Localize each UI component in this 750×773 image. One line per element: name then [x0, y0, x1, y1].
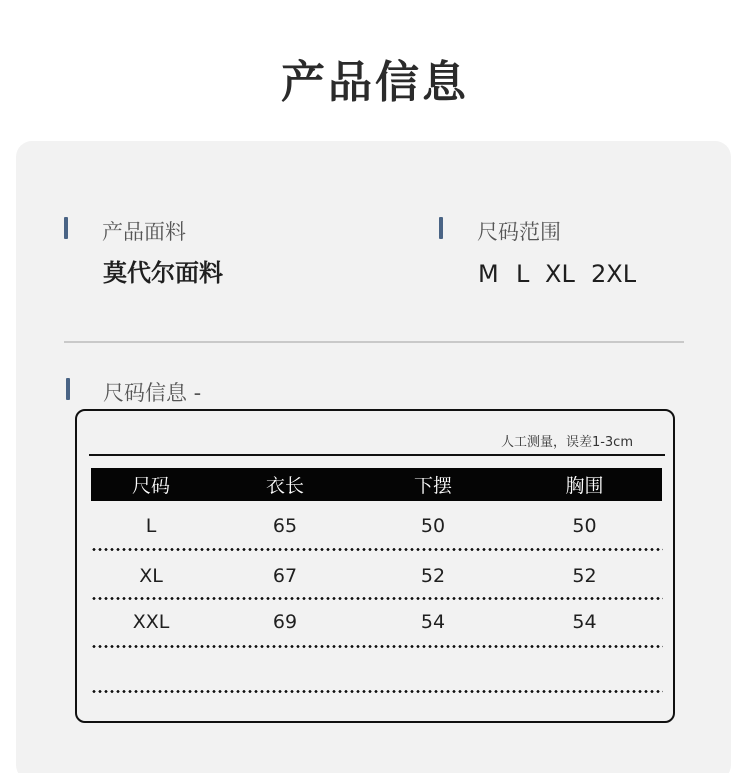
fabric-value: 莫代尔面料 [103, 259, 223, 287]
size-range-accent-bar [439, 217, 443, 239]
header-cell: 下摆 [413, 475, 452, 497]
fabric-accent-bar [64, 217, 68, 239]
table-header [91, 468, 662, 501]
size-info-label: 尺码信息 - [103, 381, 202, 405]
size-range-list [478, 260, 636, 288]
row-divider [91, 690, 663, 693]
table-cell: 50 [572, 515, 597, 537]
table-cell: 69 [272, 611, 298, 633]
size-option: L [516, 260, 530, 288]
header-cell: 衣长 [265, 475, 304, 497]
size-option: M [478, 260, 499, 288]
table-cell: 52 [572, 565, 597, 587]
table-cell: L [145, 515, 157, 537]
table-cell: 50 [420, 515, 446, 537]
note-underline [89, 454, 665, 456]
table-row [91, 561, 662, 591]
table-cell: 52 [420, 565, 446, 587]
page-title: 产品信息 [281, 57, 469, 108]
size-range-label: 尺码范围 [477, 220, 561, 244]
row-divider [91, 597, 663, 600]
table-row [91, 607, 662, 637]
header-cell: 胸围 [565, 475, 604, 497]
table-cell: 67 [272, 565, 298, 587]
row-divider [91, 645, 663, 648]
section-divider [64, 341, 684, 343]
size-option: XL [545, 260, 575, 288]
measurement-note: 人工测量，误差1-3cm [500, 435, 633, 450]
fabric-label: 产品面料 [102, 220, 186, 244]
table-cell: XL [139, 565, 163, 587]
size-info-accent-bar [66, 378, 70, 400]
table-row [91, 511, 662, 541]
table-cell: 65 [272, 515, 298, 537]
table-cell: 54 [420, 611, 446, 633]
row-divider [91, 548, 663, 551]
size-table [75, 409, 675, 723]
header-cell: 尺码 [131, 475, 170, 497]
table-cell: XXL [132, 611, 170, 633]
table-cell: 54 [572, 611, 597, 633]
size-option: 2XL [591, 260, 637, 288]
